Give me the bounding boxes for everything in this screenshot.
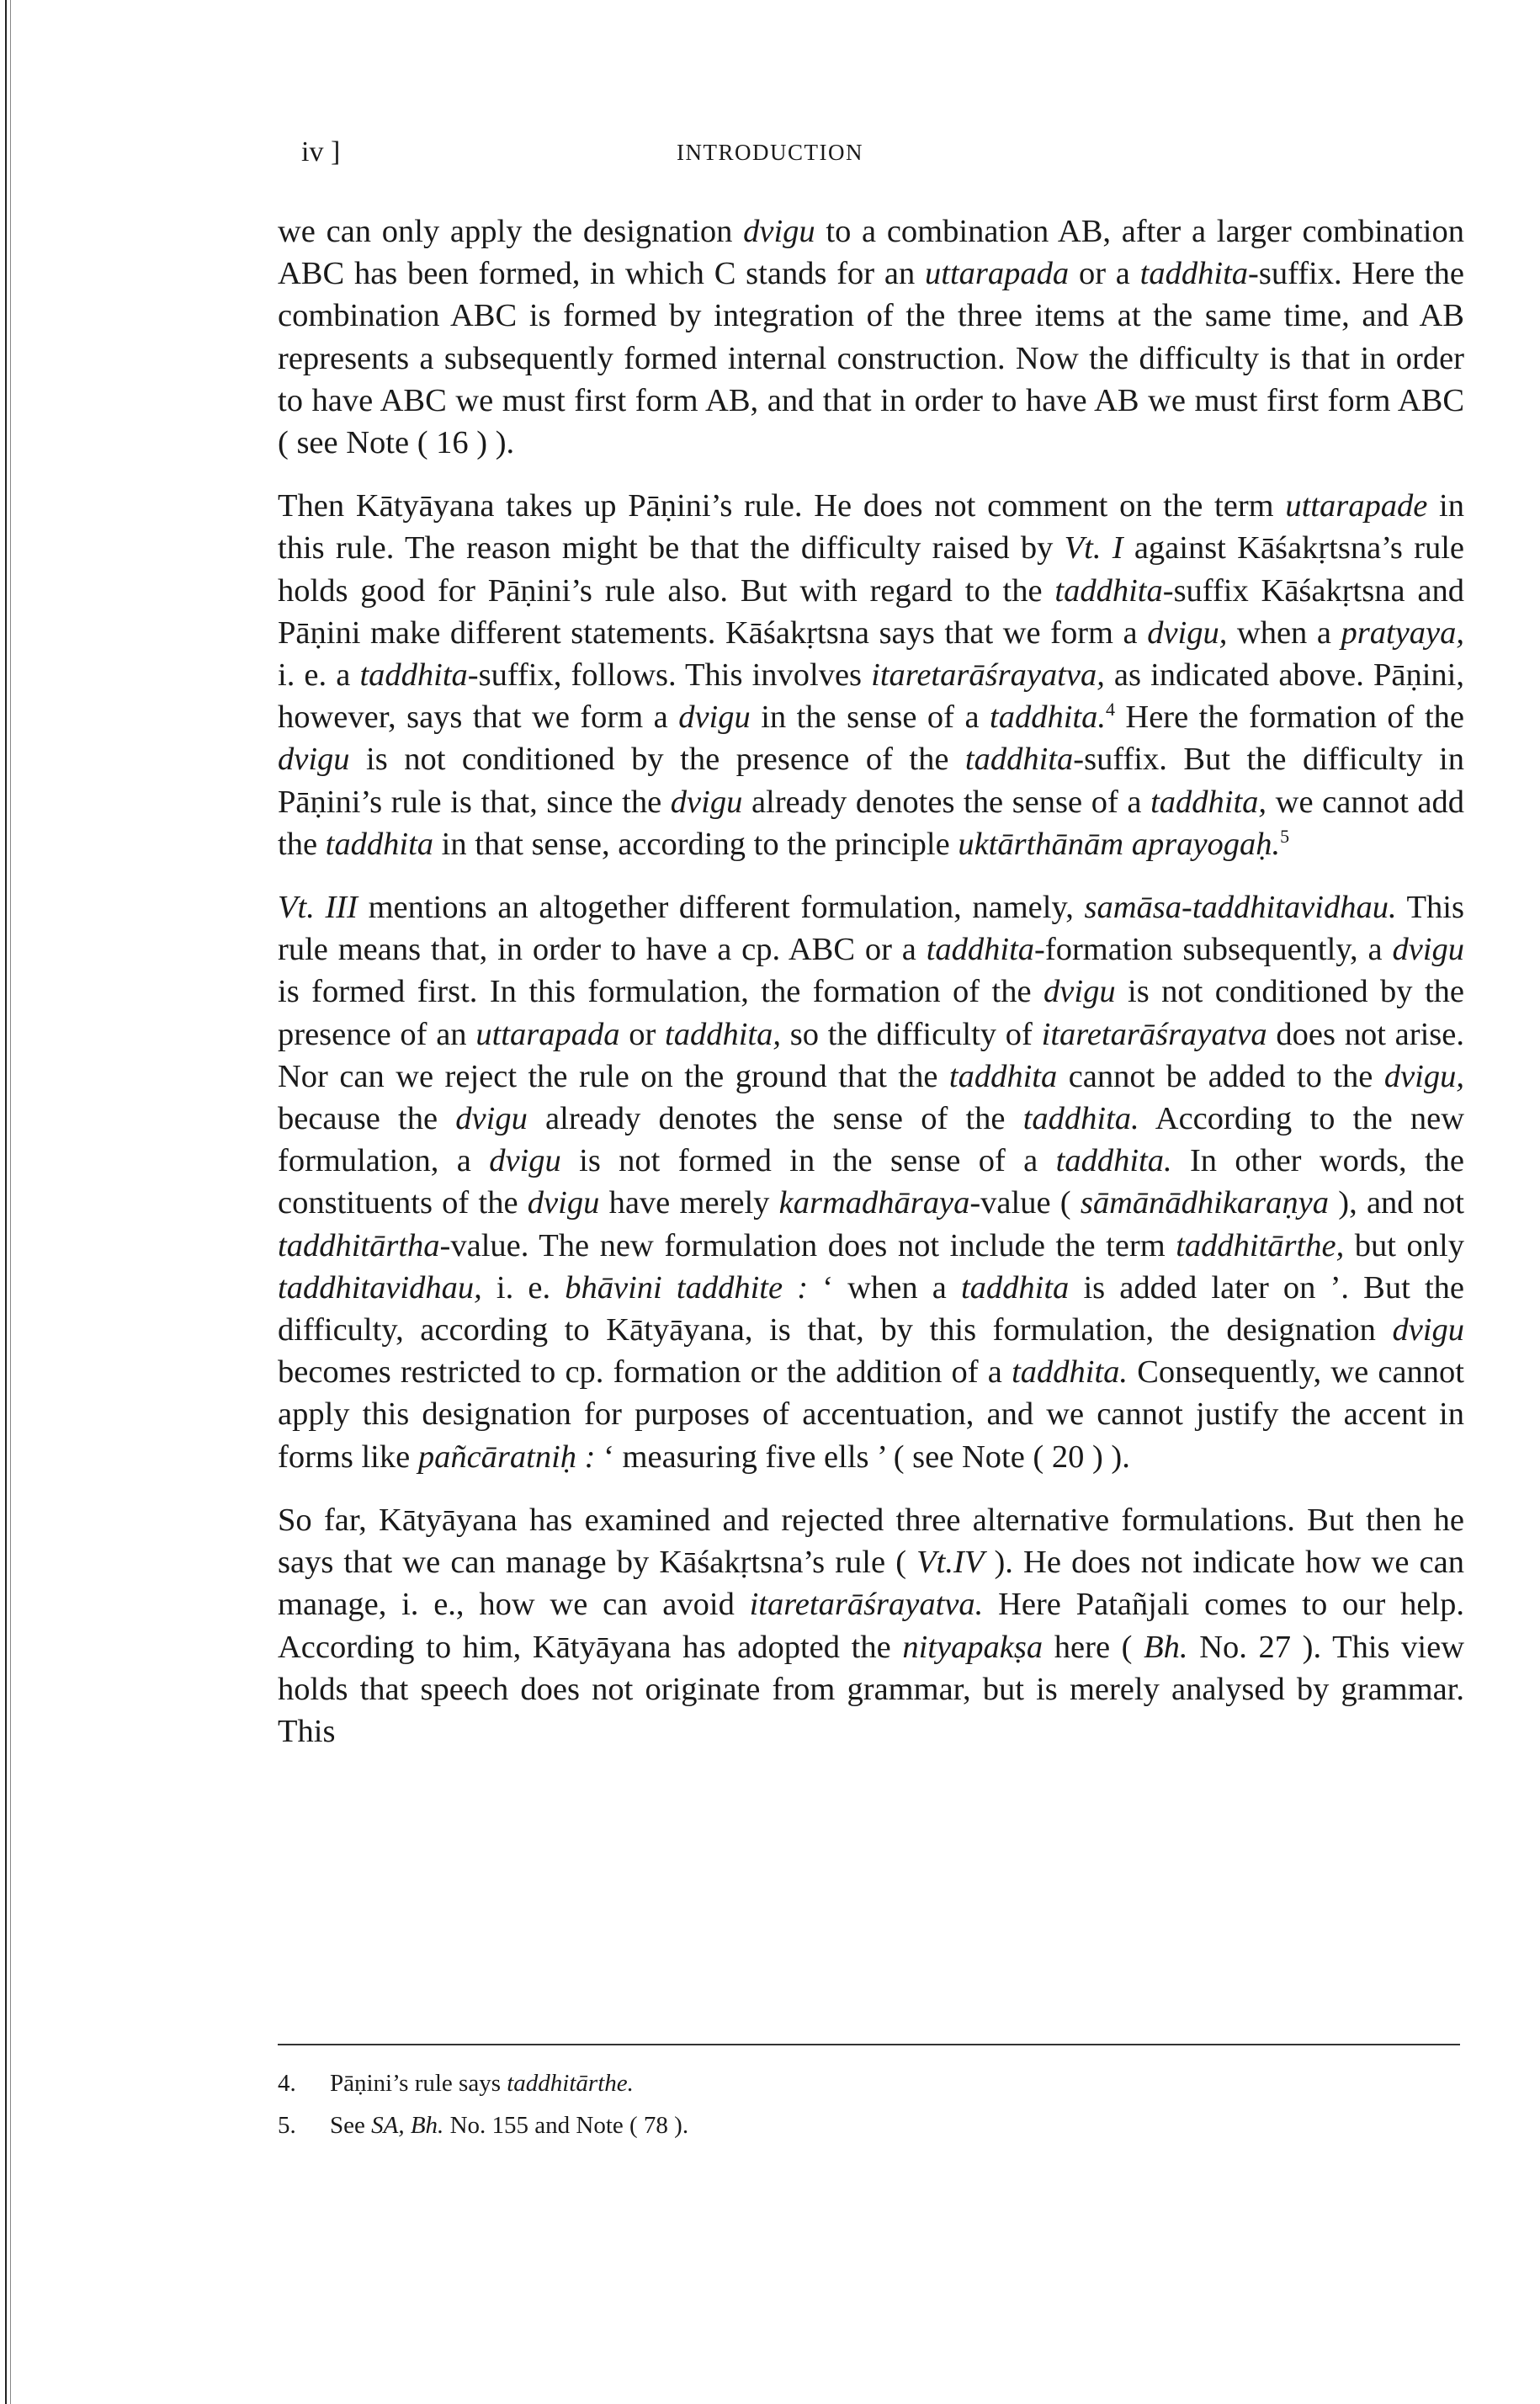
- footnote-number: 4.: [278, 2070, 296, 2097]
- footnote-ref-5[interactable]: 5: [1280, 826, 1290, 848]
- edge-line-dark: [5, 0, 7, 2404]
- paragraph-1: we can only apply the designation dvigu to a combination AB, after a larger combination ABC has been formed, in which C stands for an uttarapada or a taddhita-suffix. Here the combination ABC is formed by integration of the three items at the same time, and AB represents a subsequently formed internal construction. Now the difficulty is that in order to have ABC we must first form AB, and that in order to have AB we must first form ABC ( see Note ( 16 ) ).: [278, 214, 1464, 461]
- footnote-text: See SA, Bh. No. 155 and Note ( 78 ).: [330, 2112, 689, 2139]
- page-number: iv ]: [301, 136, 341, 168]
- footnote-5: [278, 2113, 1456, 2138]
- page-edge-binding: [0, 0, 15, 2404]
- edge-line-light: [10, 0, 11, 2404]
- body-text: [278, 210, 1464, 1752]
- footnote-number: 5.: [278, 2112, 296, 2139]
- paragraph-3: Vt. III mentions an altogether different formulation, namely, samāsa-taddhitavidhau. This rule means that, in order to have a cp. ABC or a taddhita-formation subsequently, a dvigu is formed first. In this formulation, the formation of the dvigu is not conditioned by the presence of an uttarapada or taddhita, so the difficulty of itaretarāśrayatva does not arise. Nor can we reject the rule on the ground that the taddhita cannot be added to the dvigu, because the dvigu already denotes the sense of the taddhita. According to the new formulation, a dvigu is not formed in the sense of a taddhita. In other words, the constituents of the dvigu have merely karmadhāraya-value ( sāmānādhikaraṇya ), and not taddhitārtha-value. The new formulation does not include the term taddhitārthe, but only taddhitavidhau, i. e. bhāvini taddhite : ‘ when a taddhita is added later on ’. But the difficulty, according to Kātyāyana, is that, by this formulation, the designation dvigu becomes restricted to cp. formation or the addition of a taddhita. Consequently, we cannot apply this designation for purposes of accentuation, and we cannot justify the accent in forms like pañcāratniḥ : ‘ measuring five ells ’ ( see Note ( 20 ) ).: [278, 890, 1465, 1475]
- footnote-ref-4[interactable]: 4: [1105, 699, 1115, 721]
- footnotes: [278, 2071, 1456, 2155]
- footnote-text: Pāṇini’s rule says taddhitārthe.: [330, 2070, 634, 2097]
- running-title: INTRODUCTION: [677, 140, 863, 165]
- paragraph-4: So far, Kātyāyana has examined and rejected three alternative formulations. But then he says that we can manage by Kāśakṛtsna’s rule ( Vt.IV ). He does not indicate how we can manage, i. e., how we can avoid itaretarāśrayatva. Here Patañjali comes to our help. According to him, Kātyāyana has adopted the nityapakṣa here ( Bh. No. 27 ). This view holds that speech does not originate from grammar, but is merely analysed by grammar. This: [278, 1502, 1465, 1749]
- footnote-divider: [278, 2044, 1460, 2045]
- paragraph-2: Then Kātyāyana takes up Pāṇini’s rule. He does not comment on the term uttarapade in this rule. The reason might be that the difficulty raised by Vt. I against Kāśakṛtsna’s rule holds good for Pāṇini’s rule also. But with regard to the taddhita-suffix Kāśakṛtsna and Pāṇini make different statements. Kāśakṛtsna says that we form a dvigu, when a pratyaya, i. e. a taddhita-suffix, follows. This involves itaretarāśrayatva, as indicated above. Pāṇini, however, says that we form a dvigu in the sense of a taddhita.$^4$ Here the formation of the dvigu is not conditioned by the presence of the taddhita-suffix. But the difficulty in Pāṇini’s rule is that, since the dvigu already denotes the sense of a taddhita, we cannot add the taddhita in that sense, according to the principle uktārthānām aprayogaḥ.$^5$: [278, 488, 1464, 862]
- footnote-4: [278, 2071, 1456, 2096]
- page-header: [0, 136, 1540, 178]
